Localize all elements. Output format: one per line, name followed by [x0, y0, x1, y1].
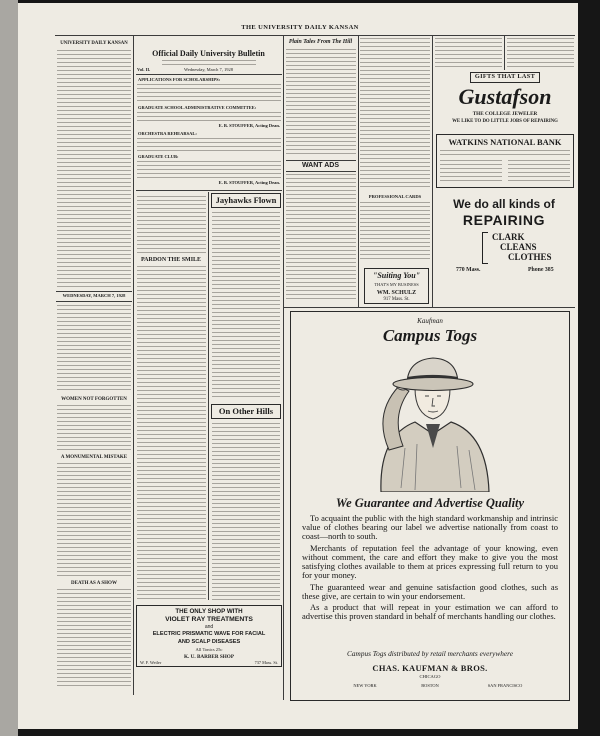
- watkins-bank-name: WATKINS NATIONAL BANK: [448, 137, 562, 147]
- bulletin-title: Official Daily University Bulletin: [152, 49, 265, 58]
- repair-ad-line1: We do all kinds of: [453, 197, 555, 211]
- editorial-text: [57, 305, 131, 393]
- article-headline-pardon-the-smile: PARDON THE SMILE: [140, 257, 202, 263]
- kaufman-office: NEW YORK: [353, 683, 377, 688]
- lost-notices-text: [507, 38, 574, 68]
- editorial-text: [57, 589, 131, 689]
- kaufman-body: [302, 514, 558, 624]
- column-text: [286, 49, 356, 157]
- kaufman-paragraph: As a product that will repeat in your estimation we can afford to advertise this proven standard in behalf of merchants handling our clothes.: [302, 602, 558, 622]
- staff-list-text: [57, 50, 131, 288]
- barber-ad-line: THE ONLY SHOP WITH: [175, 608, 243, 615]
- want-ads-rule: [286, 160, 356, 161]
- bulletin-notice-heading: GRADUATE CLUB:: [138, 154, 179, 159]
- kaufman-company: CHAS. KAUFMAN & BROS.: [372, 663, 488, 673]
- column-rule: [358, 36, 359, 307]
- column-rule: [208, 192, 209, 600]
- kaufman-paragraph: To acquaint the public with the high standard workmanship and intrinsic value of clothes bearing our label we advertise nationally from coast to coast—north to south.: [302, 513, 558, 542]
- editorial-headline: WOMEN NOT FORGOTTEN: [61, 397, 127, 402]
- bulletin-notice-heading: ORCHESTRA REHEARSAL:: [138, 131, 197, 136]
- clark-logo-line: CLOTHES: [508, 252, 552, 262]
- bulletin-notice-text: [137, 112, 281, 122]
- issue-date: WEDNESDAY, MARCH 7, 1928: [62, 293, 126, 298]
- kaufman-distribution: Campus Togs distributed by retail merchants everywhere: [347, 649, 513, 658]
- clark-phone: Phone 385: [528, 267, 554, 273]
- repair-ad-line2: REPAIRING: [462, 212, 546, 228]
- barber-ad-line: VIOLET RAY TREATMENTS: [165, 616, 253, 623]
- kaufman-paragraph: The guaranteed wear and genuine satisfaction good clothes, such as these give, are certain to win your endorsement.: [302, 581, 558, 601]
- bulletin-notice-text: [137, 84, 281, 103]
- bulletin-rule: [136, 74, 282, 75]
- running-head: THE UNIVERSITY DAILY KANSAN: [241, 24, 359, 31]
- barber-address: 737 Mass. St.: [254, 660, 278, 665]
- article-text: [212, 423, 280, 600]
- schulz-name: WM. SCHULZ: [376, 290, 417, 296]
- column-rule: [133, 36, 134, 695]
- bulletin-rule: [136, 190, 282, 191]
- barber-ad-line: and: [204, 624, 214, 630]
- want-ads-text: [360, 38, 430, 190]
- clark-logo-line: CLARK: [492, 232, 525, 242]
- watkins-officers-text: [508, 160, 570, 184]
- article-text: [212, 212, 280, 400]
- section-rule: [283, 307, 575, 308]
- editorial-text: [57, 405, 131, 451]
- professional-cards-heading: PROFESSIONAL CARDS: [368, 194, 422, 199]
- bulletin-volume: Vol. II.: [137, 67, 151, 72]
- column-rule: [504, 36, 505, 70]
- scan-margin: [0, 0, 18, 736]
- editorial-headline: DEATH AS A SHOW: [71, 581, 117, 586]
- barber-ad-line: ELECTRIC PRISMATIC WAVE FOR FACIAL: [152, 631, 266, 637]
- hat-brim: [393, 378, 473, 391]
- gustafson-tagline: WE LIKE TO DO LITTLE JOBS OF REPAIRING: [452, 119, 558, 124]
- clark-logo-bracket: [482, 232, 488, 264]
- barber-ad-price: All Tonics 25c: [195, 647, 223, 652]
- masthead-title: UNIVERSITY DAILY KANSAN: [60, 41, 128, 46]
- man-illustration: [345, 352, 520, 492]
- bulletin-notice-text: [137, 138, 281, 151]
- kaufman-city: CHICAGO: [419, 674, 441, 679]
- want-ads-text: [286, 174, 356, 302]
- bulletin-subtitle-text: [162, 60, 256, 66]
- kaufman-headline: We Guarantee and Advertise Quality: [335, 496, 525, 510]
- kaufman-office: BOSTON: [421, 683, 439, 688]
- plain-tales-title: Plain Tales From The Hill: [288, 39, 353, 45]
- schulz-slogan: "Suiting You": [372, 271, 421, 280]
- clark-logo-line: CLEANS: [500, 242, 537, 252]
- want-ads-rule: [286, 171, 356, 172]
- schulz-address: 917 Mass. St.: [383, 297, 410, 302]
- schulz-tagline: THAT'S MY BUSINESS: [374, 282, 419, 287]
- editorial-text: [57, 463, 131, 577]
- jayhawks-flown-title: Jayhawks Flown: [215, 195, 277, 205]
- barber-shop-name: K. U. BARBER SHOP: [183, 654, 234, 660]
- gustafson-subtitle: THE COLLEGE JEWELER: [472, 111, 538, 117]
- lost-notices-text: [435, 38, 502, 68]
- professional-cards-text: [360, 202, 430, 262]
- watkins-officers-text: [440, 160, 502, 184]
- kaufman-office: SAN FRANCISCO: [487, 683, 523, 688]
- bulletin-notice-heading: APPLICATIONS FOR SCHOLARSHIPS:: [138, 77, 221, 82]
- column-rule: [283, 36, 284, 700]
- bulletin-notice-text: [137, 161, 281, 178]
- want-ads-heading: WANT ADS: [301, 162, 340, 169]
- column-rule: [432, 36, 433, 307]
- gifts-banner: GIFTS THAT LAST: [474, 73, 536, 80]
- barber-proprietor: W. F. Weiler: [140, 660, 162, 665]
- kaufman-brand: Kaufman: [417, 317, 443, 325]
- gustafson-logo: Gustafson: [458, 84, 552, 109]
- watkins-bank-text: [440, 150, 570, 156]
- bulletin-notice-heading: GRADUATE SCHOOL ADMINISTRATIVE COMMITTEE:: [138, 105, 257, 110]
- article-text: [137, 266, 206, 600]
- bulletin-signature: E. B. STOUFFER, Acting Dean.: [218, 180, 280, 185]
- kaufman-paragraph: Merchants of reputation feel the advantage of your knowing, even without comment, the care and effort they make to give you the most satisfying clothes available to them at prices expressing full return to you for your money.: [302, 542, 558, 581]
- bulletin-date: Wednesday, March 7, 1928: [184, 67, 233, 72]
- campus-togs-logo: Campus Togs: [382, 326, 478, 345]
- editorial-headline: A MONUMENTAL MISTAKE: [60, 455, 128, 460]
- date-rule-top: [56, 291, 132, 292]
- on-other-hills-title: On Other Hills: [218, 406, 274, 416]
- date-rule-bottom: [56, 301, 132, 302]
- barber-ad-line: AND SCALP DISEASES: [177, 639, 241, 645]
- bulletin-signature: E. B. STOUFFER, Acting Dean.: [218, 123, 280, 128]
- clark-address: 770 Mass.: [456, 267, 481, 273]
- article-text: [137, 196, 206, 253]
